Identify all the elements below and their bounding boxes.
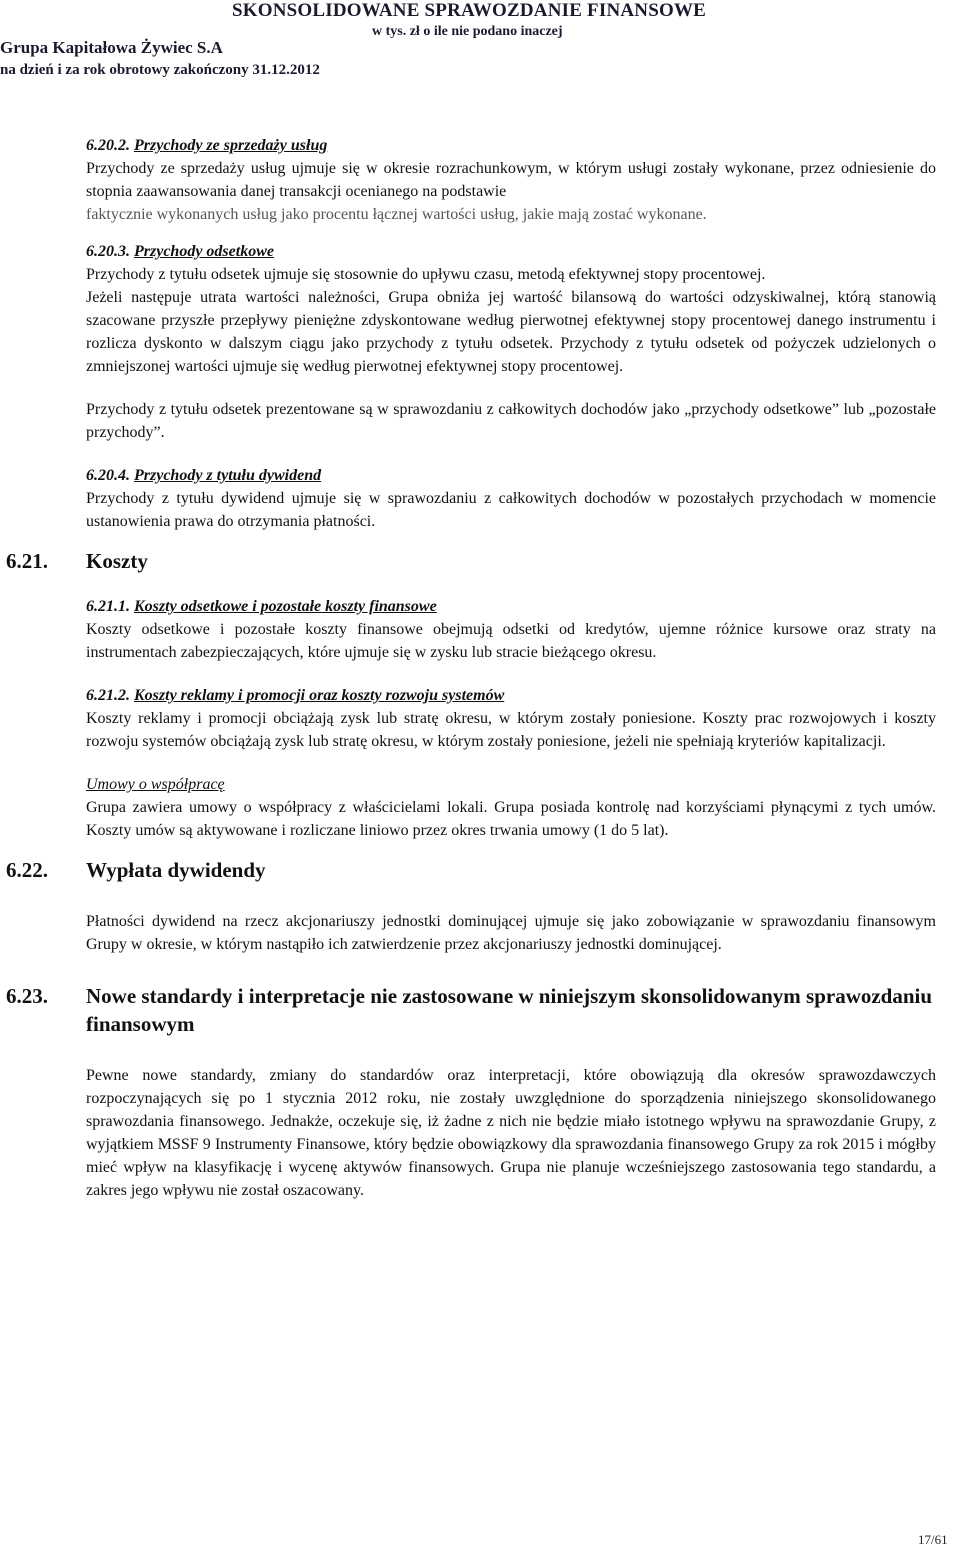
section-heading-6-21-1 xyxy=(86,595,936,618)
paragraph: Przychody z tytułu odsetek ujmuje się stosownie do upływu czasu, metodą efektywnej stopy procentowej. xyxy=(86,266,766,283)
section-heading-6-21 xyxy=(6,547,936,575)
document-body xyxy=(6,134,936,1202)
section-heading-6-23 xyxy=(6,982,936,1038)
paragraph: Jeżeli następuje utrata wartości należności, Grupa obniża jej wartość bilansową do wartości odzyskiwalnej, którą stanowią szacowane przyszłe przepływy pieniężne zdyskontowane według pierwotnej efektywnej stopy procentowej danego instrumentu i rozlicza dyskonto w dalszym ciągu jako przychody z tytułu odsetek. Przychody z tytułu odsetek od pożyczek udzielonych o zmniejszonej wartości ujmuje się według pierwotnej efektywnej stopy procentowej. xyxy=(86,289,936,375)
section-title: Przychody odsetkowe xyxy=(134,243,274,260)
section-number: 6.21.2. xyxy=(86,687,130,704)
section-number: 6.21.1. xyxy=(86,598,130,615)
paragraph: Przychody ze sprzedaży usług ujmuje się w okresie rozrachunkowym, w którym usługi zostały wykonane, przez odniesienie do stopnia zaawansowania danej transakcji ocenianego na podstawie xyxy=(86,160,936,200)
section-title: Przychody z tytułu dywidend xyxy=(134,467,322,484)
section-heading-6-20-2 xyxy=(86,134,936,157)
paragraph: Płatności dywidend na rzecz akcjonariuszy jednostki dominującej ujmuje się jako zobowiązanie w sprawozdaniu finansowym Grupy w okresie, w którym nastąpiło ich zatwierdzenie przez akcjonariuszy jednostki dominującej. xyxy=(86,913,936,953)
section-title: Przychody ze sprzedaży usług xyxy=(134,137,328,154)
section-number: 6.20.4. xyxy=(86,467,130,484)
header-unit: w tys. zł o ile nie podano inaczej xyxy=(372,24,563,39)
paragraph: Pewne nowe standardy, zmiany do standardów oraz interpretacji, które obowiązują dla okresów sprawozdawczych rozpoczynających się po 1 stycznia 2012 roku, nie zostały uwzględnione do sporządzenia niniejszego skonsolidowanego sprawozdania finansowego. Jednakże, oczekuje się, iż żadne z nich nie będzie miało istotnego wpływu na sprawozdanie Grupy, z wyjątkiem MSSF 9 Instrumenty Finansowe, który będzie obowiązkowy dla sprawozdania finansowego Grupy za rok 2015 i mógłby mieć wpływ na klasyfikację i wycenę aktywów finansowych. Grupa nie planuje wcześniejszego zastosowania tego standardu, a zakres jego wpływu nie został oszacowany. xyxy=(86,1067,936,1199)
subsection-title: Umowy o współpracę xyxy=(86,776,225,793)
paragraph: Koszty reklamy i promocji obciążają zysk lub stratę okresu, w którym zostały poniesione. Koszty prac rozwojowych i koszty rozwoju systemów obciążają zysk lub stratę okresu, w którym zostały poniesione, jeżeli nie spełniają kryteriów kapitalizacji. xyxy=(86,710,936,750)
paragraph: Przychody z tytułu dywidend ujmuje się w sprawozdaniu z całkowitych dochodów w pozostałych przychodach w momencie ustanowienia prawa do otrzymania płatności. xyxy=(86,490,936,530)
section-heading-6-22 xyxy=(6,856,936,884)
paragraph: Koszty odsetkowe i pozostałe koszty finansowe obejmują odsetki od kredytów, ujemne różnice kursowe oraz straty na instrumentach zabezpieczających, które ujmuje się w zysku lub stracie bieżącego okresu. xyxy=(86,621,936,661)
section-heading-6-20-4 xyxy=(86,464,936,487)
section-number: 6.23. xyxy=(6,984,48,1008)
header-title: SKONSOLIDOWANE SPRAWOZDANIE FINANSOWE xyxy=(232,0,707,21)
header-company: Grupa Kapitałowa Żywiec S.A xyxy=(0,38,223,57)
section-number: 6.21. xyxy=(6,549,48,573)
paragraph: faktycznie wykonanych usług jako procentu łącznej wartości usług, jakie mają zostać wykonane. xyxy=(86,206,707,223)
section-title: Koszty xyxy=(86,549,148,573)
section-number: 6.20.3. xyxy=(86,243,130,260)
section-number: 6.20.2. xyxy=(86,137,130,154)
section-title: Koszty reklamy i promocji oraz koszty rozwoju systemów xyxy=(134,687,505,704)
section-number: 6.22. xyxy=(6,858,48,882)
page-number: 17/61 xyxy=(918,1532,948,1547)
section-title: Koszty odsetkowe i pozostałe koszty finansowe xyxy=(134,598,437,615)
section-heading-6-20-3 xyxy=(86,240,936,263)
header-period: na dzień i za rok obrotowy zakończony 31.12.2012 xyxy=(0,62,320,78)
paragraph: Grupa zawiera umowy o współpracy z właścicielami lokali. Grupa posiada kontrolę nad korzyściami płynącymi z tych umów. Koszty umów są aktywowane i rozliczane liniowo przez okres trwania umowy (1 do 5 lat). xyxy=(86,799,936,839)
section-title: Wypłata dywidendy xyxy=(86,858,266,882)
section-title: Nowe standardy i interpretacje nie zastosowane w niniejszym skonsolidowanym sprawozdaniu finansowym xyxy=(86,984,933,1036)
paragraph: Przychody z tytułu odsetek prezentowane są w sprawozdaniu z całkowitych dochodów jako „przychody odsetkowe” lub „pozostałe przychody”. xyxy=(86,401,936,441)
section-heading-6-21-2 xyxy=(86,684,936,707)
